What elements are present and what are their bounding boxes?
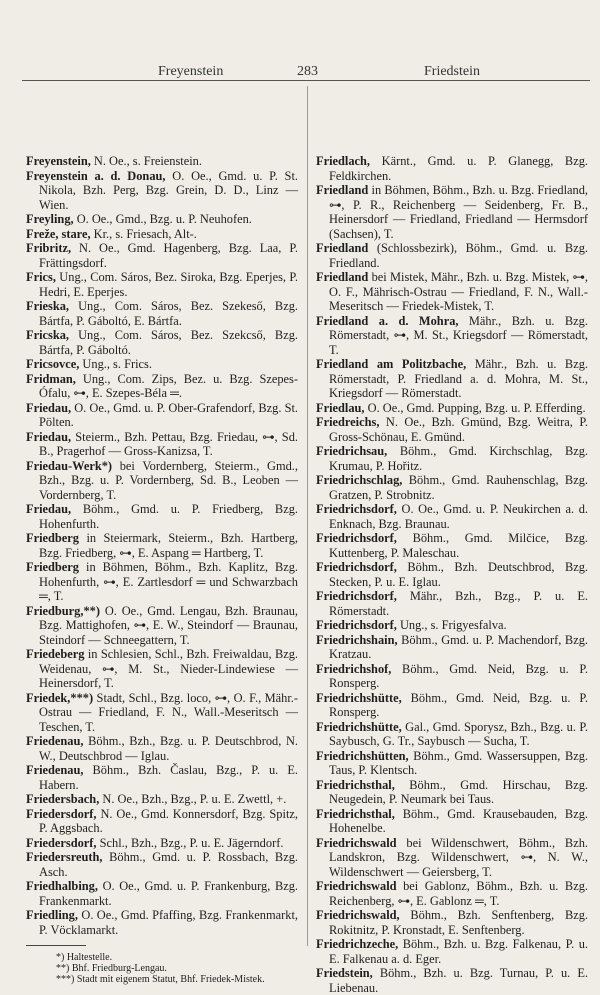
entry-headword: Friedrichsdorf, [316, 560, 397, 574]
gazetteer-entry [316, 502, 588, 531]
gazetteer-entry [316, 633, 588, 662]
gazetteer-entry [316, 415, 588, 444]
entry-text: Mähr., Bzh. u. Bzg. Römerstadt, P. Friedland a. d. Mohra, M. St., Kriegsdorf — Römerstadt. [329, 357, 588, 400]
running-head-left: Freyenstein [158, 64, 224, 79]
entry-headword: Friedlau, [316, 400, 365, 415]
entry-text: (Schlossbezirk), Böhm., Gmd. u. Bzg. Friedland. [329, 241, 588, 270]
entry-headword: Friedberg [26, 560, 79, 574]
entry-text: in Schlesien, Schl., Bzh. Freiwaldau, Bzg. Weidenau, ⊶, M. St., Nieder-Lindewiese — Heinersdorf, T. [39, 647, 298, 690]
entry-headword: Fricska, [26, 328, 70, 342]
entry-text: Böhm., Gmd. Krausebauden, Bzg. Hohenelbe. [329, 806, 588, 835]
entry-headword: Friedstein, [316, 966, 373, 980]
gazetteer-entry [26, 154, 298, 169]
entry-headword: Friedrichshütten, [316, 748, 409, 763]
entry-headword: Friedau, [26, 502, 72, 516]
gazetteer-entry [316, 749, 588, 778]
gazetteer-entry [26, 357, 298, 372]
entry-text: bei Wildenschwert, Böhm., Bzh. Landskron, Bzg. Wildenschwert, ⊶, N. W., Wildenschwert — Geiersberg, T. [329, 835, 588, 879]
entry-headword: Friedburg,**) [26, 603, 100, 618]
gazetteer-entry [316, 589, 588, 618]
gazetteer-entry [26, 734, 298, 763]
entry-headword: Friedenau, [26, 734, 84, 748]
entry-text: Kr., s. Friesach, Alt-. [90, 226, 197, 241]
footnote-rule [26, 945, 86, 946]
entry-headword: Friedrichswald [316, 879, 397, 893]
gazetteer-entry [26, 372, 298, 401]
entry-text: Kärnt., Gmd. u. P. Glanegg, Bzg. Feldkirchen. [329, 154, 588, 183]
entry-headword: Freže, stare, [26, 226, 91, 241]
entry-text: Stadt, Schl., Bzg. loco, ⊶, O. F., Mähr.-Ostrau — Friedland, F. N., Wall.-Meseritsch — Teschen, T. [39, 690, 298, 734]
gazetteer-entry [316, 720, 588, 749]
gazetteer-entry [316, 560, 588, 589]
entry-headword: Friedrichshof, [316, 661, 392, 676]
entry-headword: Friedberg [26, 531, 79, 545]
entry-text: Böhm., Gmd. u. P. Friedberg, Bzg. Hohenfurth. [39, 502, 298, 531]
entry-headword: Friedenau, [26, 763, 84, 777]
entry-headword: Freyenstein a. d. Donau, [26, 168, 166, 183]
gazetteer-entry [316, 444, 588, 473]
entry-text: O. Oe., Gmd. u. P. Ober-Grafendorf, Bzg. St. Pölten. [39, 400, 298, 429]
gazetteer-entry [26, 227, 298, 242]
entry-text: Ung., Com. Sáros, Bez. Szekcső, Bzg. Bártfa, P. Gáboltó. [39, 328, 298, 357]
entry-text: Böhm., Gmd. Neid, Bzg. u. P. Ronsperg. [329, 661, 588, 690]
entry-text: Böhm., Bzh. Časlau, Bzg., P. u. E. Habern. [39, 763, 298, 792]
entry-headword: Friedrichswald, [316, 908, 400, 922]
gazetteer-entry [26, 430, 298, 459]
entry-headword: Friedrichzeche, [316, 937, 399, 951]
entry-text: O. Oe., Gmd. u. P. St. Nikola, Bzh. Perg, Bzg. Grein, D. D., Linz — Wien. [39, 168, 298, 212]
entry-headword: Friedersdorf, [26, 806, 97, 821]
entry-text: Böhm., Bzh. u. Bzg. Falkenau, P. u. E. Falkenau a. d. Eger. [329, 937, 588, 966]
entry-headword: Friedau, [26, 429, 72, 444]
entry-text: O. Oe., Gmd. u. P. Neukirchen a. d. Enknach, Bzg. Braunau. [329, 502, 588, 531]
footnote: ***) Stadt mit eigenem Statut, Bhf. Friedek-Mistek. [56, 974, 265, 985]
entry-text: Steierm., Bzh. Pettau, Bzg. Friedau, ⊶, Sd. B., Pragerhof — Gross-Kanizsa, T. [39, 429, 298, 458]
entry-headword: Friedling, [26, 908, 78, 922]
entry-headword: Friedau, [26, 400, 72, 415]
entry-text: Böhm., Gmd. Rauhenschlag, Bzg. Gratzen, P. Strobnitz. [329, 473, 588, 502]
gazetteer-entry [26, 792, 298, 807]
entry-headword: Friedrichshütte, [316, 690, 402, 705]
entry-text: N. Oe., Gmd. Hagenberg, Bzg. Laa, P. Frättingsdorf. [39, 241, 298, 270]
entry-headword: Fridman, [26, 371, 76, 386]
gazetteer-entry [26, 908, 298, 937]
entry-text: Böhm., Gmd. u. P. Machendorf, Bzg. Kratzau. [329, 632, 588, 661]
running-head-right: Friedstein [424, 64, 480, 79]
entry-headword: Friedrichswald [316, 835, 397, 850]
entry-headword: Frics, [26, 270, 56, 284]
gazetteer-entry [316, 357, 588, 401]
gazetteer-entry [26, 879, 298, 908]
entry-text: N. Oe., Gmd. Konnersdorf, Bzg. Spitz, P. Aggsbach. [39, 806, 298, 835]
gazetteer-entry [316, 836, 588, 880]
header-rule [22, 80, 590, 81]
gazetteer-entry [26, 691, 298, 735]
gazetteer-entry [316, 473, 588, 502]
entry-text: O. Oe., Gmd. u. P. Frankenburg, Bzg. Frankenmarkt. [39, 879, 298, 908]
gazetteer-entry [316, 314, 588, 358]
entry-text: Gal., Gmd. Sporysz, Bzh., Bzg. u. P. Saybusch, G. Tr., Saybusch — Sucha, T. [329, 719, 588, 748]
entry-headword: Friedland [316, 183, 369, 197]
entry-text: Böhm., Bzh., Bzg. u. P. Deutschbrod, N. W., Deutschbrod — Iglau. [39, 734, 298, 763]
entry-headword: Friedek,***) [26, 690, 94, 705]
entry-text: Ung., Com. Sáros, Bez. Szekeső, Bzg. Bártfa, P. Gáboltó, E. Bártfa. [39, 299, 298, 328]
entry-text: Mähr., Bzh., Bzg., P. u. E. Römerstadt. [329, 589, 588, 618]
gazetteer-entry [26, 270, 298, 299]
entry-text: in Böhmen, Böhm., Bzh. Kaplitz, Bzg. Hohenfurth, ⊶, E. Zartlesdorf ═ und Schwarzbach ═, T. [39, 560, 298, 603]
entry-text: bei Mistek, Mähr., Bzh. u. Bzg. Mistek, ⊶, O. F., Mährisch-Ostrau — Friedland, F. N., Wall.-Meseritsch — Friedek-Mistek, T. [329, 270, 588, 313]
entry-text: O. Oe., Gmd. Pfaffing, Bzg. Frankenmarkt, P. Vöcklamarkt. [39, 908, 298, 937]
gazetteer-entry [316, 807, 588, 836]
entry-headword: Friedland a. d. Mohra, [316, 313, 459, 328]
gazetteer-entry [26, 169, 298, 213]
entry-text: bei Gablonz, Böhm., Bzh. u. Bzg. Reichenberg, ⊶, E. Gablonz ═, T. [329, 879, 588, 908]
entry-headword: Friedrichsau, [316, 444, 388, 458]
entry-text: Schl., Bzh., Bzg., P. u. E. Jägerndorf. [96, 835, 284, 850]
entry-headword: Friedrichsthal, [316, 777, 395, 792]
entry-text: Böhm., Gmd. Milčice, Bzg. Kuttenberg, P. Maleschau. [329, 531, 588, 560]
entry-text: Ung., s. Frics. [79, 357, 152, 371]
gazetteer-entry [26, 459, 298, 503]
entry-headword: Friedrichschlag, [316, 473, 403, 487]
gazetteer-entry [26, 299, 298, 328]
entry-text: Böhm., Gmd. u. P. Rossbach, Bzg. Asch. [39, 850, 298, 879]
entry-text: bei Vordernberg, Steierm., Gmd., Bzh., Bzg. u. P. Vordernberg, Sd. B., Leoben — Vordernberg, T. [39, 458, 298, 502]
page-number: 283 [297, 64, 318, 79]
gazetteer-entry [26, 604, 298, 648]
gazetteer-entry [316, 183, 588, 241]
gazetteer-entry [316, 270, 588, 314]
entry-headword: Friedrichsdorf, [316, 589, 397, 603]
entry-headword: Friedlach, [316, 154, 371, 168]
right-column [316, 154, 588, 995]
entry-headword: Fribritz, [26, 241, 72, 255]
entry-headword: Friedreichs, [316, 415, 380, 429]
entry-headword: Freyenstein, [26, 154, 91, 168]
entry-text: Böhm., Bzh. u. Bzg. Turnau, P. u. E. Liebenau. [329, 966, 588, 995]
entry-text: Böhm., Gmd. Kirchschlag, Bzg. Krumau, P. Hořitz. [329, 444, 588, 473]
gazetteer-entry [316, 662, 588, 691]
gazetteer-entry [26, 502, 298, 531]
entry-text: Mähr., Bzh. u. Bzg. Römerstadt, ⊶, M. St., Kriegsdorf — Römerstadt, T. [329, 313, 588, 357]
gazetteer-entry [26, 401, 298, 430]
entry-text: N. Oe., s. Freienstein. [90, 154, 202, 168]
entry-headword: Friedhalbing, [26, 879, 98, 893]
entry-text: Ung., Com. Zips, Bez. u. Bzg. Szepes-Ófalu, ⊶, E. Szepes-Béla ═. [39, 371, 298, 400]
entry-headword: Friedersbach, [26, 792, 100, 806]
entry-headword: Friedrichshütte, [316, 719, 402, 734]
entry-text: Böhm., Gmd. Hirschau, Bzg. Neugedein, P. Neumark bei Taus. [329, 777, 588, 806]
gazetteer-entry [26, 807, 298, 836]
gazetteer-entry [26, 850, 298, 879]
entry-text: Böhm., Bzh. Senftenberg, Bzg. Rokitnitz, P. Kronstadt, E. Senftenberg. [329, 908, 588, 937]
gazetteer-entry [316, 937, 588, 966]
entry-text: Böhm., Bzh. Deutschbrod, Bzg. Stecken, P. u. E. Iglau. [329, 560, 588, 589]
gazetteer-entry [26, 328, 298, 357]
entry-text: Ung., s. Frigyesfalva. [396, 618, 507, 632]
entry-text: O. Oe., Gmd., Bzg. u. P. Neuhofen. [73, 212, 252, 226]
entry-text: N. Oe., Bzh., Bzg., P. u. E. Zwettl, +. [99, 792, 287, 806]
entry-headword: Friedland am Politzbache, [316, 357, 467, 371]
gazetteer-entry [26, 241, 298, 270]
footnote: *) Haltestelle. [56, 952, 113, 963]
entry-headword: Friedrichsdorf, [316, 618, 397, 632]
entry-headword: Friedrichsthal, [316, 806, 395, 821]
entry-headword: Friedrichsdorf, [316, 502, 397, 516]
gazetteer-entry [26, 212, 298, 227]
entry-text: in Böhmen, Böhm., Bzh. u. Bzg. Friedland, ⊶, P. R., Reichenberg — Seidenberg, Fr. B., Heinersdorf — Friedland, Friedland — Hermsdorf (Sachsen), T. [329, 183, 588, 241]
gazetteer-entry [316, 241, 588, 270]
entry-headword: Friedeberg [26, 647, 85, 661]
column-divider [307, 86, 308, 946]
entry-headword: Friedersreuth, [26, 850, 103, 864]
entry-headword: Friedrichshain, [316, 632, 398, 647]
entry-headword: Fricsovce, [26, 357, 80, 371]
entry-headword: Frieska, [26, 299, 70, 313]
gazetteer-entry [316, 778, 588, 807]
gazetteer-entry [26, 647, 298, 691]
entry-text: Böhm., Gmd. Neid, Bzg. u. P. Ronsperg. [329, 690, 588, 719]
entry-headword: Friedau-Werk*) [26, 458, 113, 473]
gazetteer-entry [26, 836, 298, 851]
gazetteer-entry [316, 879, 588, 908]
entry-text: O. Oe., Gmd. Lengau, Bzh. Braunau, Bzg. Mattighofen, ⊶, E. W., Steindorf — Braunau, Steindorf — Schneegattern, T. [39, 603, 298, 647]
gazetteer-entry [316, 908, 588, 937]
gazetteer-entry [26, 531, 298, 560]
entry-headword: Friedland [316, 270, 369, 284]
entry-headword: Friedland [316, 241, 369, 255]
entry-text: Böhm., Gmd. Wassersuppen, Bzg. Taus, P. Klentsch. [329, 748, 588, 777]
gazetteer-entry [316, 691, 588, 720]
gazetteer-entry [316, 154, 588, 183]
gazetteer-entry [26, 560, 298, 604]
gazetteer-entry [316, 966, 588, 995]
entry-text: in Steiermark, Steierm., Bzh. Hartberg, Bzg. Friedberg, ⊶, E. Aspang ═ Hartberg, T. [39, 531, 298, 560]
entry-headword: Freyling, [26, 212, 74, 226]
gazetteer-entry [316, 531, 588, 560]
entry-text: N. Oe., Bzh. Gmünd, Bzg. Weitra, P. Gross-Schönau, E. Gmünd. [329, 415, 588, 444]
entry-text: Ung., Com. Sáros, Bez. Siroka, Bzg. Eperjes, P. Hedri, E. Eperjes. [39, 270, 298, 299]
entry-text: O. Oe., Gmd. Pupping, Bzg. u. P. Efferding. [364, 400, 586, 415]
entry-headword: Friedrichsdorf, [316, 531, 397, 545]
footnote: **) Bhf. Friedburg-Lengau. [56, 963, 167, 974]
left-column [26, 154, 298, 985]
gazetteer-entry [316, 401, 588, 416]
entry-headword: Friedersdorf, [26, 835, 97, 850]
gazetteer-entry [316, 618, 588, 633]
gazetteer-entry [26, 763, 298, 792]
